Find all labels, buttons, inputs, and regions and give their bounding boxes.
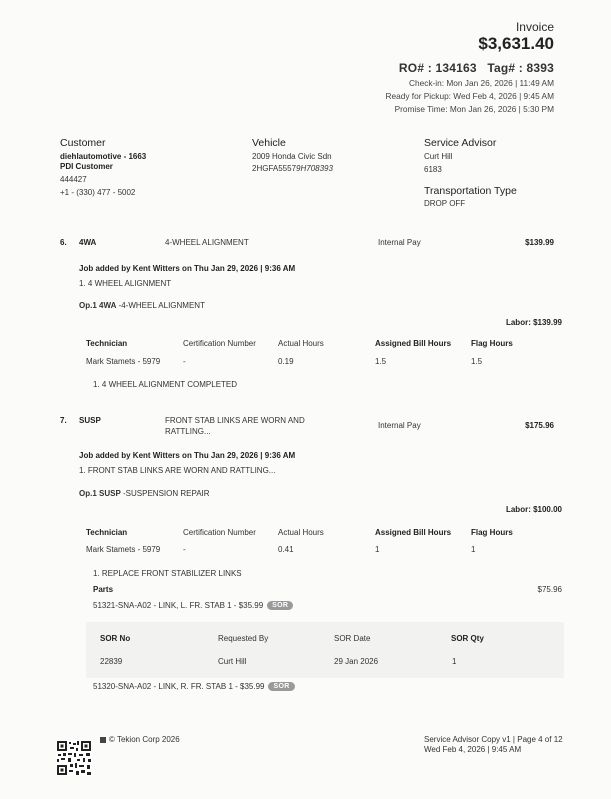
transport-value: DROP OFF	[424, 199, 466, 208]
sor-header-date: SOR Date	[334, 634, 371, 643]
sor-requested-by: Curt Hill	[218, 657, 247, 666]
sor-number: 22839	[100, 657, 123, 666]
printed-time: Wed Feb 4, 2026 | 9:45 AM	[424, 745, 522, 754]
job-operation	[79, 301, 205, 310]
job-pay-type: Internal Pay	[378, 238, 421, 247]
sor-header-number: SOR No	[100, 634, 131, 643]
op-description: -4-WHEEL ALIGNMENT	[116, 301, 205, 310]
tech-actual-hours: 0.41	[278, 545, 294, 554]
part-line	[93, 601, 293, 610]
job-concern: 1. FRONT STAB LINKS ARE WORN AND RATTLING...	[79, 466, 276, 475]
customer-number: 444427	[60, 175, 87, 184]
tech-assigned-hours: 1.5	[375, 357, 387, 366]
tag-number: Tag# : 8393	[487, 61, 554, 75]
customer-account: diehlautomotive - 1663	[60, 152, 147, 161]
tech-header-assigned-hours: Assigned Bill Hours	[375, 339, 452, 348]
tech-name: Mark Stamets - 5979	[86, 545, 161, 554]
tech-flag-hours: 1.5	[471, 357, 483, 366]
copyright	[100, 735, 180, 744]
job-correction: 1. 4 WHEEL ALIGNMENT COMPLETED	[93, 380, 238, 389]
part-description: 51320-SNA-A02 - LINK, R. FR. STAB 1 - $35.99	[93, 682, 265, 691]
sor-date: 29 Jan 2026	[334, 657, 379, 666]
job-code: SUSP	[79, 416, 101, 425]
tech-flag-hours: 1	[471, 545, 476, 554]
vin-prefix: 2HGFA5557	[252, 164, 297, 173]
invoice-amount: $3,631.40	[478, 34, 554, 53]
sor-qty: 1	[452, 657, 457, 666]
vehicle-model: 2009 Honda Civic Sdn	[252, 152, 332, 161]
tech-certification: -	[183, 357, 186, 366]
tech-header-flag-hours: Flag Hours	[471, 528, 513, 537]
job-pay-type: Internal Pay	[378, 421, 421, 430]
job-code: 4WA	[79, 238, 97, 247]
sor-badge: SOR	[267, 601, 293, 610]
tech-header-assigned-hours: Assigned Bill Hours	[375, 528, 452, 537]
job-description-line1: FRONT STAB LINKS ARE WORN AND	[165, 416, 305, 425]
tech-header-certification: Certification Number	[183, 339, 256, 348]
vin-suffix: 9H708393	[296, 164, 333, 173]
advisor-label: Service Advisor	[424, 137, 497, 149]
job-correction: 1. REPLACE FRONT STABILIZER LINKS	[93, 569, 242, 578]
part-line	[93, 682, 295, 691]
tech-header-actual-hours: Actual Hours	[278, 339, 324, 348]
job-total: $175.96	[525, 421, 554, 430]
checkin-time: Check-in: Mon Jan 26, 2026 | 11:49 AM	[409, 78, 554, 88]
job-added-by: Job added by Kent Witters on Thu Jan 29, 2026 | 9:36 AM	[79, 451, 296, 460]
advisor-name: Curt Hill	[424, 152, 453, 161]
labor-total: Labor: $139.99	[505, 318, 562, 327]
sor-header-requested-by: Requested By	[218, 634, 269, 643]
customer-phone: +1 - (330) 477 - 5002	[60, 188, 136, 197]
tech-header-technician: Technician	[86, 339, 128, 348]
op-description: -SUSPENSION REPAIR	[120, 489, 210, 498]
job-total: $139.99	[525, 238, 554, 247]
job-concern: 1. 4 WHEEL ALIGNMENT	[79, 279, 172, 288]
sor-badge: SOR	[268, 682, 294, 691]
customer-label: Customer	[60, 137, 106, 149]
job-description: 4-WHEEL ALIGNMENT	[165, 238, 249, 247]
tech-header-flag-hours: Flag Hours	[471, 339, 513, 348]
tech-header-certification: Certification Number	[183, 528, 256, 537]
vehicle-vin	[252, 164, 333, 173]
tech-header-actual-hours: Actual Hours	[278, 528, 324, 537]
sor-table	[86, 622, 564, 678]
transport-label: Transportation Type	[424, 185, 517, 197]
ro-tag-line	[399, 61, 554, 75]
customer-name: PDI Customer	[60, 162, 113, 171]
sor-header-qty: SOR Qty	[451, 634, 484, 643]
tech-assigned-hours: 1	[375, 545, 380, 554]
advisor-id: 6183	[424, 165, 442, 174]
vehicle-label: Vehicle	[252, 137, 286, 149]
op-code: Op.1 SUSP	[79, 489, 121, 498]
ready-pickup-time: Ready for Pickup: Wed Feb 4, 2026 | 9:45 AM	[385, 91, 554, 101]
copyright-text: © Tekion Corp 2026	[109, 735, 180, 744]
parts-label: Parts	[93, 585, 114, 594]
copy-info: Service Advisor Copy v1 | Page 4 of 12	[424, 735, 563, 744]
tech-actual-hours: 0.19	[278, 357, 294, 366]
parts-total: $75.96	[537, 585, 562, 594]
job-number: 6.	[60, 238, 67, 247]
ro-number: RO# : 134163	[398, 61, 477, 75]
part-description: 51321-SNA-A02 - LINK, L. FR. STAB 1 - $35.99	[93, 601, 264, 610]
tech-certification: -	[183, 545, 186, 554]
invoice-title: Invoice	[515, 20, 554, 34]
labor-total: Labor: $100.00	[505, 505, 562, 514]
qr-code	[56, 740, 92, 776]
job-added-by: Job added by Kent Witters on Thu Jan 29, 2026 | 9:36 AM	[79, 264, 296, 273]
promise-time: Promise Time: Mon Jan 26, 2026 | 5:30 PM	[394, 104, 554, 114]
tekion-logo-icon	[100, 737, 106, 743]
tech-name: Mark Stamets - 5979	[86, 357, 161, 366]
job-number: 7.	[60, 416, 67, 425]
op-code: Op.1 4WA	[79, 301, 117, 310]
job-operation	[79, 489, 210, 498]
job-description-line2: RATTLING...	[165, 427, 211, 436]
tech-header-technician: Technician	[86, 528, 128, 537]
